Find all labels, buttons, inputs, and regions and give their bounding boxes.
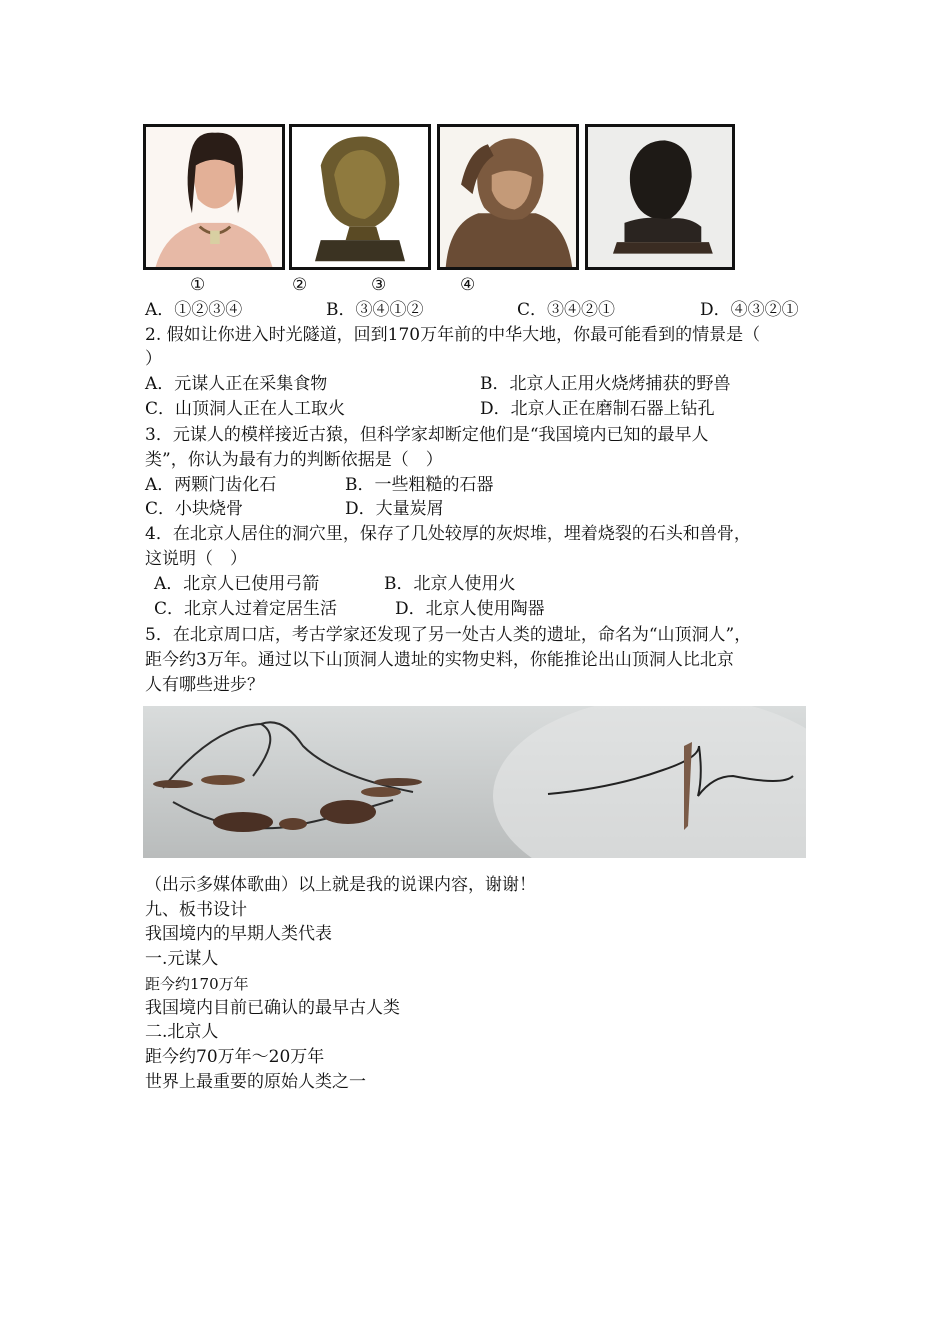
portrait-modern-human-image [143, 124, 285, 270]
q5-question-line1: 5．在北京周口店，考古学家还发现了另一处古人类的遗址，命名为“山顶洞人”， [145, 625, 752, 645]
portrait-label-3: ③ [371, 275, 387, 295]
q3-option-d: D．大量炭屑 [345, 499, 444, 519]
portrait-dark-bust-image [585, 124, 735, 270]
q3-option-c: C．小块烧骨 [145, 499, 244, 519]
board-title: 我国境内的早期人类代表 [145, 924, 332, 944]
board-section1-time: 距今约170万年 [145, 975, 249, 993]
q2-question-line1: 2. 假如让你进入时光隧道，回到170万年前的中华大地，你最可能看到的情景是（ [145, 325, 761, 345]
board-section2-title: 二.北京人 [145, 1022, 219, 1042]
board-section2-note: 世界上最重要的原始人类之一 [145, 1072, 366, 1092]
board-heading: 九、板书设计 [145, 900, 247, 920]
q1-option-a: A．①②③④ [145, 300, 243, 320]
closing-remark: （出示多媒体歌曲）以上就是我的说课内容，谢谢！ [145, 875, 536, 895]
board-section1-title: 一.元谋人 [145, 949, 219, 969]
portrait-label-4: ④ [460, 275, 476, 295]
portrait-ape-man-image [437, 124, 579, 270]
portrait-label-2: ② [292, 275, 308, 295]
q3-question-line2: 类”，你认为最有力的判断依据是（ ） [145, 450, 443, 470]
q2-option-d: D．北京人正在磨制石器上钻孔 [480, 399, 715, 419]
portrait-label-1: ① [190, 275, 206, 295]
board-section1-note: 我国境内目前已确认的最早古人类 [145, 998, 400, 1018]
q1-option-b: B．③④①② [326, 300, 424, 320]
q3-option-a: A．两颗门齿化石 [145, 475, 277, 495]
q4-question-line1: 4．在北京人居住的洞穴里，保存了几处较厚的灰烬堆，埋着烧裂的石头和兽骨， [145, 524, 751, 544]
q4-question-line2: 这说明（ ） [145, 549, 247, 569]
q3-option-b: B．一些粗糙的石器 [345, 475, 494, 495]
q1-option-c: C．③④②① [517, 300, 616, 320]
board-section2-time: 距今约70万年～20万年 [145, 1047, 325, 1067]
q4-option-c: C．北京人过着定居生活 [154, 599, 338, 619]
q5-question-line2: 距今约3万年。通过以下山顶洞人遗址的实物史料，你能推论出山顶洞人比北京 [145, 650, 734, 670]
q5-question-line3: 人有哪些进步？ [145, 675, 264, 695]
q2-option-b: B．北京人正用火烧烤捕获的野兽 [480, 374, 731, 394]
portrait-bronze-bust-image [289, 124, 431, 270]
q3-question-line1: 3．元谋人的模样接近古猿，但科学家却断定他们是“我国境内已知的最早人 [145, 425, 709, 445]
q2-question-line2: ） [145, 349, 162, 369]
q1-option-d: D．④③②① [700, 300, 799, 320]
q2-option-c: C．山顶洞人正在人工取火 [145, 399, 346, 419]
q4-option-b: B．北京人使用火 [384, 574, 516, 594]
artifact-necklace-needle-image [143, 706, 806, 858]
q2-option-a: A．元谋人正在采集食物 [145, 374, 328, 394]
q4-option-d: D．北京人使用陶器 [395, 599, 545, 619]
q4-option-a: A．北京人已使用弓箭 [154, 574, 320, 594]
